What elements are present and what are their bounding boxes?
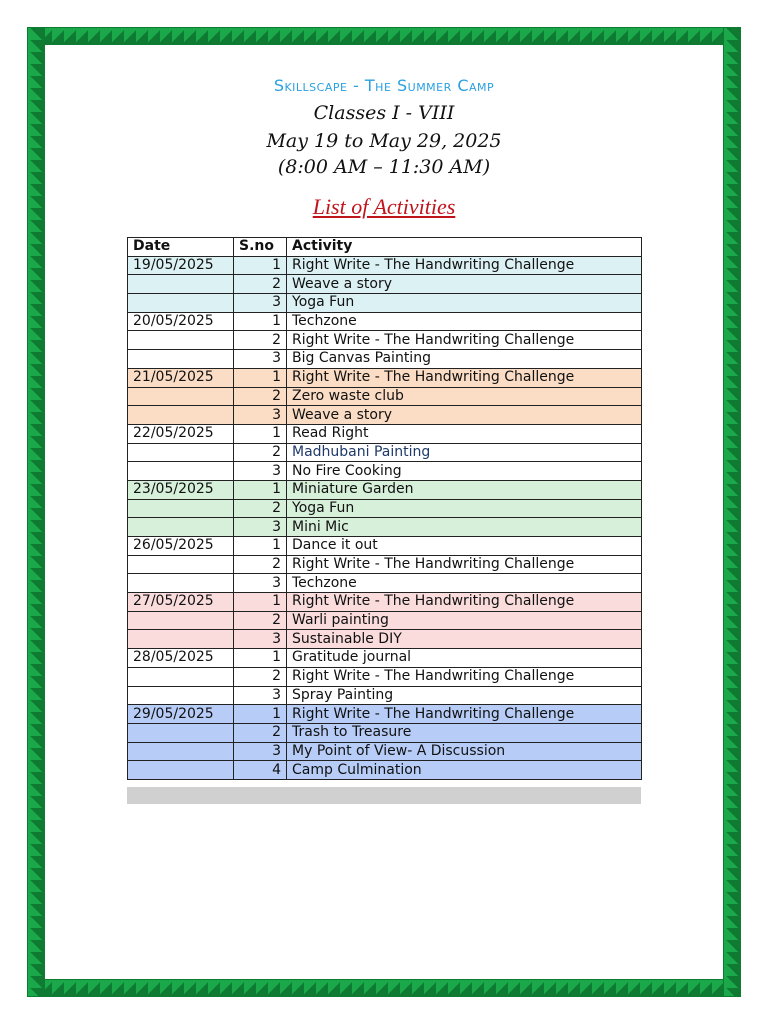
date-cell (128, 630, 234, 649)
date-cell (128, 406, 234, 425)
activity-cell: Right Write - The Handwriting Challenge (287, 593, 642, 612)
date-cell (128, 462, 234, 481)
table-row (128, 649, 642, 668)
sno-cell: 3 (234, 630, 287, 649)
table-row (128, 499, 642, 518)
sno-cell: 2 (234, 387, 287, 406)
date-cell (128, 387, 234, 406)
sno-cell: 3 (234, 518, 287, 537)
table-row (128, 686, 642, 705)
sno-cell: 3 (234, 686, 287, 705)
activity-cell: Trash to Treasure (287, 723, 642, 742)
activity-cell: Sustainable DIY (287, 630, 642, 649)
sno-cell: 3 (234, 406, 287, 425)
date-cell (128, 331, 234, 350)
date-cell (128, 723, 234, 742)
date-cell (128, 667, 234, 686)
table-row (128, 723, 642, 742)
sno-cell: 1 (234, 368, 287, 387)
activity-cell: Weave a story (287, 275, 642, 294)
table-row (128, 555, 642, 574)
sno-cell: 3 (234, 574, 287, 593)
date-cell: 19/05/2025 (128, 256, 234, 275)
sno-cell: 3 (234, 742, 287, 761)
table-row (128, 480, 642, 499)
table-row (128, 350, 642, 369)
camp-title: Skillscape - The Summer Camp (273, 76, 495, 95)
sno-cell: 2 (234, 499, 287, 518)
activity-cell: Gratitude journal (287, 649, 642, 668)
header-sno: S.no (234, 238, 287, 257)
date-cell: 20/05/2025 (128, 312, 234, 331)
date-cell (128, 275, 234, 294)
activity-cell: Mini Mic (287, 518, 642, 537)
sno-cell: 1 (234, 705, 287, 724)
sno-cell: 2 (234, 331, 287, 350)
activity-cell: Read Right (287, 424, 642, 443)
table-row (128, 406, 642, 425)
activity-cell: Right Write - The Handwriting Challenge (287, 667, 642, 686)
activity-cell: Techzone (287, 574, 642, 593)
activity-cell: Spray Painting (287, 686, 642, 705)
activity-cell: Right Write - The Handwriting Challenge (287, 331, 642, 350)
date-cell: 27/05/2025 (128, 593, 234, 612)
sno-cell: 1 (234, 649, 287, 668)
decorative-border-bottom (28, 980, 740, 996)
date-cell (128, 294, 234, 313)
table-shadow-bar (127, 787, 641, 804)
sno-cell: 3 (234, 294, 287, 313)
sno-cell: 2 (234, 611, 287, 630)
sno-cell: 2 (234, 555, 287, 574)
sno-cell: 2 (234, 443, 287, 462)
table-row (128, 705, 642, 724)
activity-cell: Madhubani Painting (287, 443, 642, 462)
date-cell (128, 350, 234, 369)
sno-cell: 4 (234, 761, 287, 780)
activity-cell: Right Write - The Handwriting Challenge (287, 368, 642, 387)
sno-cell: 1 (234, 537, 287, 556)
date-cell (128, 499, 234, 518)
table-row (128, 761, 642, 780)
table-row (128, 462, 642, 481)
list-heading: List of Activities (312, 194, 456, 219)
header-date: Date (128, 238, 234, 257)
table-row (128, 331, 642, 350)
table-header-row (128, 238, 642, 257)
sno-cell: 3 (234, 350, 287, 369)
date-cell: 23/05/2025 (128, 480, 234, 499)
table-row (128, 611, 642, 630)
sno-cell: 2 (234, 723, 287, 742)
table-row (128, 742, 642, 761)
table-row (128, 667, 642, 686)
sno-cell: 1 (234, 256, 287, 275)
classes-line: Classes I - VIII (313, 102, 455, 124)
activity-cell: Yoga Fun (287, 294, 642, 313)
table-row (128, 275, 642, 294)
activity-cell: Miniature Garden (287, 480, 642, 499)
activity-cell: Right Write - The Handwriting Challenge (287, 705, 642, 724)
sno-cell: 2 (234, 275, 287, 294)
date-cell (128, 443, 234, 462)
sno-cell: 1 (234, 424, 287, 443)
decorative-border-top (28, 28, 740, 44)
table-row (128, 256, 642, 275)
activity-cell: My Point of View- A Discussion (287, 742, 642, 761)
activity-cell: Right Write - The Handwriting Challenge (287, 555, 642, 574)
sno-cell: 3 (234, 462, 287, 481)
activity-cell: Techzone (287, 312, 642, 331)
table-row (128, 312, 642, 331)
activity-cell: Zero waste club (287, 387, 642, 406)
table-body (128, 256, 642, 779)
header-activity: Activity (287, 238, 642, 257)
activity-cell: Yoga Fun (287, 499, 642, 518)
date-cell: 22/05/2025 (128, 424, 234, 443)
table-row (128, 443, 642, 462)
sno-cell: 1 (234, 312, 287, 331)
dates-line: May 19 to May 29, 2025 (266, 130, 502, 152)
activity-table (127, 237, 642, 780)
table-row (128, 630, 642, 649)
table-row (128, 387, 642, 406)
table-row (128, 537, 642, 556)
date-cell (128, 686, 234, 705)
activity-cell: Weave a story (287, 406, 642, 425)
table-row (128, 518, 642, 537)
date-cell (128, 518, 234, 537)
date-cell (128, 611, 234, 630)
table-row (128, 574, 642, 593)
sno-cell: 1 (234, 480, 287, 499)
date-cell: 28/05/2025 (128, 649, 234, 668)
activity-cell: Right Write - The Handwriting Challenge (287, 256, 642, 275)
table-row (128, 294, 642, 313)
time-line: (8:00 AM – 11:30 AM) (277, 156, 491, 178)
sno-cell: 2 (234, 667, 287, 686)
date-cell: 26/05/2025 (128, 537, 234, 556)
activity-cell: Warli painting (287, 611, 642, 630)
date-cell (128, 555, 234, 574)
sno-cell: 1 (234, 593, 287, 612)
date-cell (128, 574, 234, 593)
date-cell: 21/05/2025 (128, 368, 234, 387)
date-cell: 29/05/2025 (128, 705, 234, 724)
table-row (128, 368, 642, 387)
date-cell (128, 761, 234, 780)
activity-cell: Dance it out (287, 537, 642, 556)
activity-cell: Camp Culmination (287, 761, 642, 780)
table-row (128, 593, 642, 612)
activity-cell: Big Canvas Painting (287, 350, 642, 369)
activity-cell: No Fire Cooking (287, 462, 642, 481)
date-cell (128, 742, 234, 761)
table-row (128, 424, 642, 443)
